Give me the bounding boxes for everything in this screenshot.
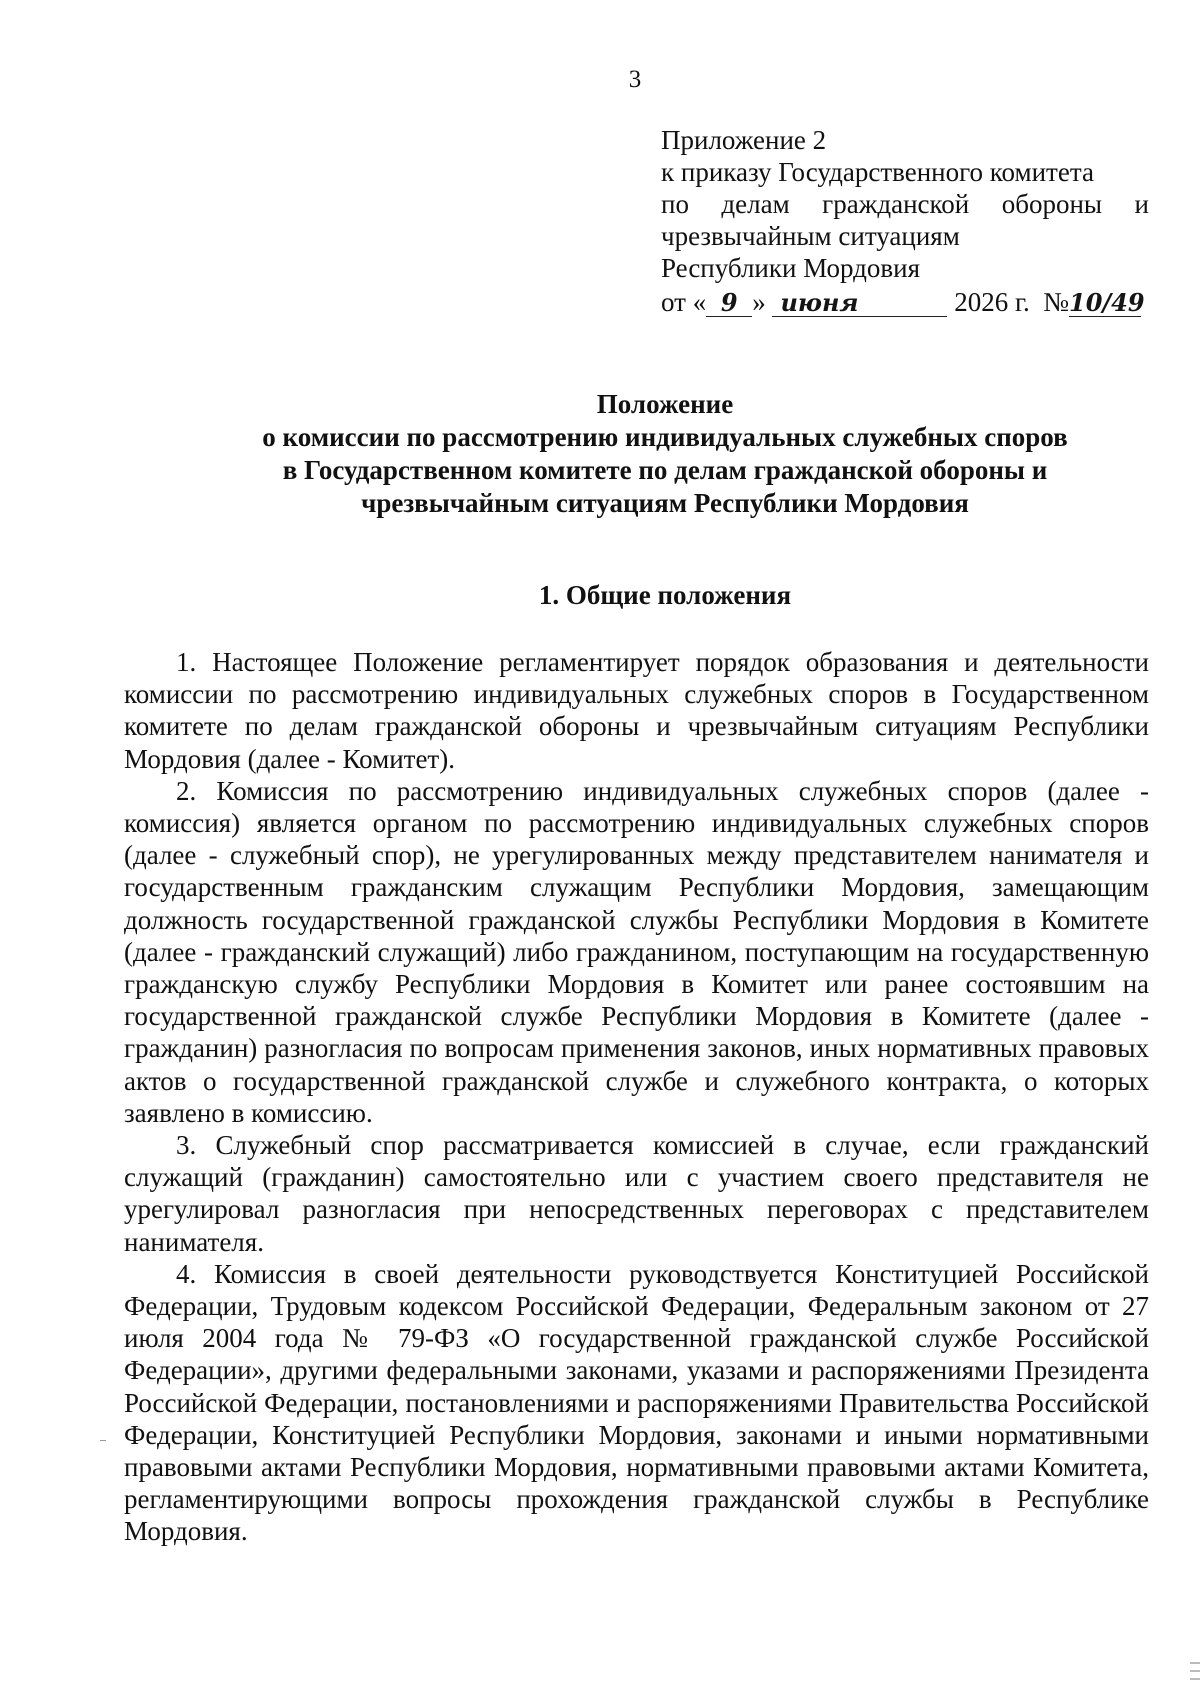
handwritten-month: июня	[772, 290, 947, 317]
document-title	[60, 388, 1200, 520]
order-year: 2026 г.	[954, 287, 1030, 317]
appendix-word: гражданской	[822, 189, 970, 219]
appendix-word: по	[661, 189, 689, 219]
section-heading: 1. Общие положения	[538, 580, 792, 610]
title-line: Положение	[596, 389, 734, 419]
appendix-word: и	[1134, 189, 1149, 219]
title-line: о комиссии по рассмотрению индивидуальных служебных споров	[262, 422, 1068, 452]
appendix-order-reference: к приказу Государственного комитета	[661, 157, 1094, 187]
order-number-prefix: №	[1043, 287, 1069, 317]
appendix-republic-line: Республики Мордовия	[661, 253, 921, 283]
appendix-word: обороны	[1001, 189, 1103, 219]
appendix-committee-line	[661, 188, 1149, 220]
paragraph: 3. Служебный спор рассматривается комиссией в случае, если гражданский служащий (гражданин) самостоятельно или с участием своего представителя не урегулировал разногласия при непосредственных переговорах с представителем нанимателя.	[124, 1130, 1149, 1257]
handwritten-order-number: 10/49	[1069, 288, 1145, 317]
scan-margin-mark	[100, 1440, 106, 1441]
order-date-line	[661, 286, 1149, 318]
title-line: чрезвычайным ситуациям Республики Мордовия	[361, 488, 969, 518]
appendix-title: Приложение 2	[661, 125, 827, 155]
order-date-prefix: от «	[661, 287, 707, 317]
page-number: 3	[628, 66, 642, 93]
handwritten-day: 9	[706, 290, 752, 317]
appendix-word: делам	[721, 189, 790, 219]
scan-edge-mark	[1190, 1670, 1200, 1672]
paragraph: 2. Комиссия по рассмотрению индивидуальных служебных споров (далее - комиссия) является органом по рассмотрению индивидуальных служебных споров (далее - служебный спор), не урегулированных между представителем нанимателя и государственным гражданским служащим Республики Мордовия, замещающим должность государственной гражданской службы Республики Мордовия в Комитете (далее - гражданский служащий) либо гражданином, поступающим на государственную гражданскую службу Республики Мордовия в Комитет или ранее состоявшим на государственной гражданской службе Республики Мордовия в Комитете (далее - гражданин) разногласия по вопросам применения законов, иных нормативных правовых актов о государственной гражданской службе и служебного контракта, о которых заявлено в комиссию.	[124, 775, 1149, 1128]
order-date-mid: »	[752, 287, 766, 317]
scan-edge-mark	[1190, 1678, 1200, 1680]
scan-edge-mark	[1190, 1662, 1200, 1664]
paragraph: 1. Настоящее Положение регламентирует порядок образования и деятельности комиссии по рассмотрению индивидуальных служебных споров в Государственном комитете по делам гражданской обороны и чрезвычайным ситуациям Республики Мордовия (далее - Комитет).	[124, 647, 1149, 774]
appendix-header	[661, 124, 1149, 318]
appendix-emergency-line: чрезвычайным ситуациям	[661, 221, 960, 251]
section-body	[124, 646, 1149, 1548]
paragraph: 4. Комиссия в своей деятельности руководствуется Конституцией Российской Федерации, Трудовым кодексом Российской Федерации, Федеральным законом от 27 июля 2004 года № 79-ФЗ «О государственной гражданской службе Российской Федерации», другими федеральными законами, указами и распоряжениями Президента Российской Федерации, постановлениями и распоряжениями Правительства Российской Федерации, Конституцией Республики Мордовия, законами и иными нормативными правовыми актами Республики Мордовия, нормативными правовыми актами Комитета, регламентирующими вопросы прохождения гражданской службы в Республике Мордовия.	[124, 1258, 1149, 1547]
title-line: в Государственном комитете по делам гражданской обороны и	[282, 455, 1048, 485]
